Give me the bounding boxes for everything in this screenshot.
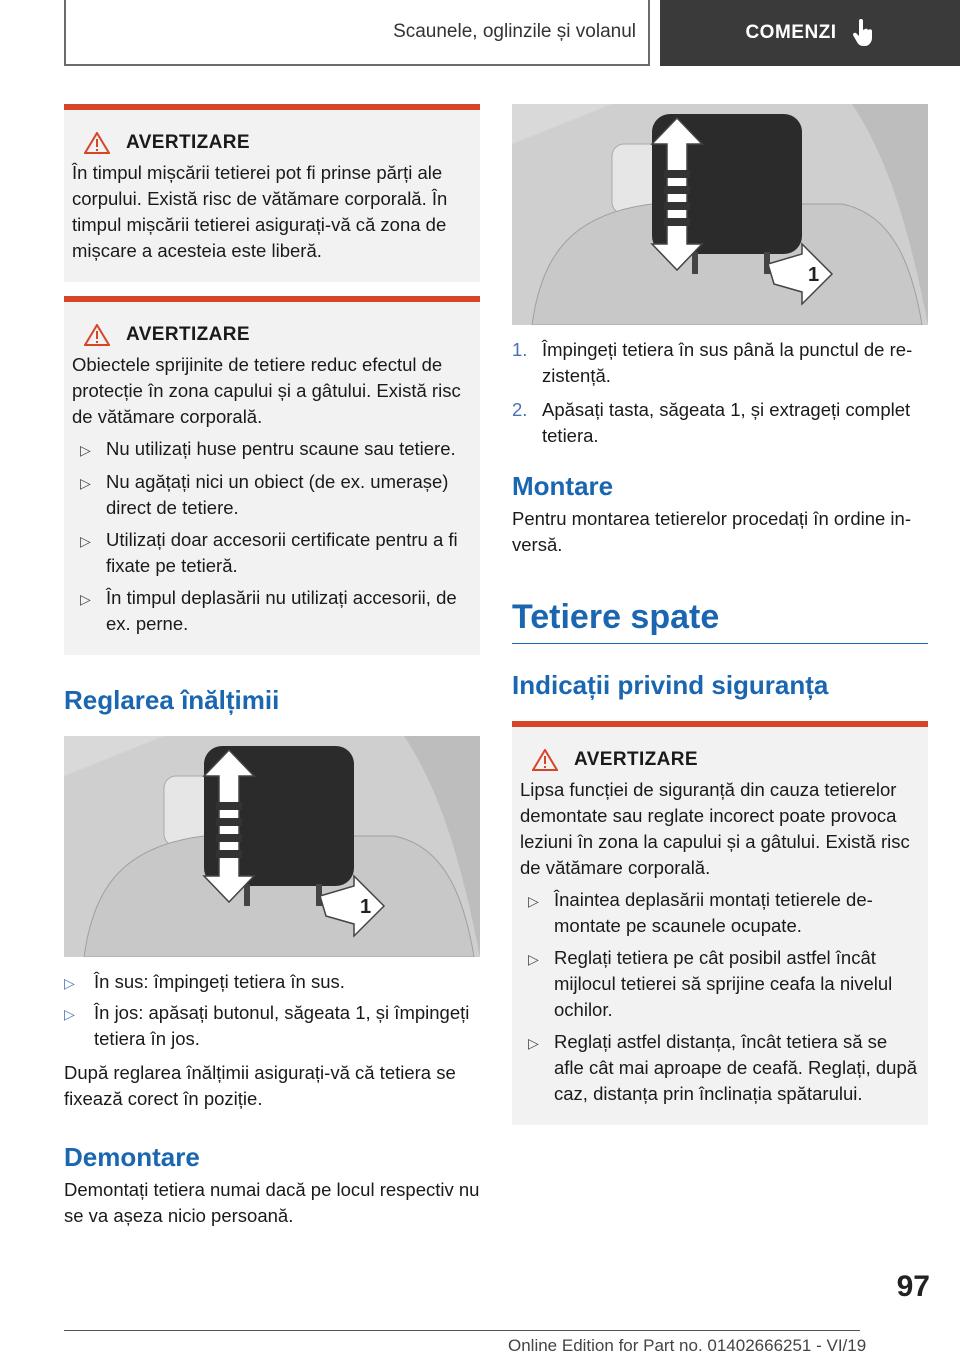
warning-bullet-list bbox=[72, 436, 472, 637]
section-heading-safety: Indicații privind siguranța bbox=[512, 670, 829, 700]
triangle-bullet-icon: ▷ bbox=[64, 975, 75, 991]
removal-text: Demontați tetiera numai dacă pe locul respectiv nu se va așeza nicio persoană. bbox=[64, 1179, 480, 1226]
right-column bbox=[512, 104, 928, 1139]
list-item: ▷ În jos: apăsați butonul, săgeata 1, și împingeți tetiera în jos. bbox=[64, 1000, 480, 1052]
list-item: ▷ Utilizați doar accesorii certificate pentru a fi fixate pe tetieră. bbox=[72, 527, 472, 579]
list-item: ▷ Nu agățați nici un obiect (de ex. umerașe) direct de tetiere. bbox=[72, 469, 472, 521]
triangle-bullet-icon: ▷ bbox=[80, 475, 91, 491]
list-item: ▷ Nu utilizați huse pentru scaune sau tetiere. bbox=[72, 436, 472, 463]
warning-title: AVERTIZARE bbox=[574, 749, 698, 770]
list-item: ▷ Reglați astfel distanța, încât tetiera să se afle cât mai aproape de ceafă. Reglați, după caz, distanța prin înclinația spătarului. bbox=[520, 1029, 920, 1107]
warning-triangle-icon bbox=[84, 324, 110, 346]
warning-text: Obiectele sprijinite de tetiere reduc efectul de protecție în zona capului și a gâtului. Există risc de vătămare corporală. bbox=[72, 354, 461, 427]
arrow-label: 1 bbox=[360, 896, 372, 918]
removal-steps-list bbox=[512, 337, 928, 449]
warning-box-moving bbox=[64, 104, 480, 282]
list-item: ▷ În sus: împingeți tetiera în sus. bbox=[64, 969, 480, 996]
mounting-text: Pentru montarea tetierelor procedați în ordine inversă. bbox=[512, 508, 912, 555]
list-item: 2. Apăsați tasta, săgeata 1, și extrageți complet tetiera. bbox=[512, 399, 911, 446]
section-heading-mounting: Montare bbox=[512, 471, 614, 501]
left-column bbox=[64, 104, 480, 1229]
triangle-bullet-icon: ▷ bbox=[528, 1035, 539, 1051]
warning-text: Lipsa funcției de siguranță din cauza tetierelor demontate sau reglate incorect poate provoca leziuni în zona la capului și a gâtului. Există risc de vătămare corporală. bbox=[520, 779, 910, 878]
list-item: ▷ Înaintea deplasării montați tetierele demontate pe scaunele ocupate. bbox=[520, 887, 920, 939]
warning-bullet-list bbox=[520, 887, 920, 1107]
warning-text: În timpul mișcării tetierei pot fi prinse părți ale corpului. Există risc de vătămare corporală. În timpul mișcării tetierei asigurați-vă că zona de mișcare a acesteia este liberă. bbox=[72, 162, 448, 261]
warning-title: AVERTIZARE bbox=[126, 324, 250, 345]
triangle-bullet-icon: ▷ bbox=[80, 591, 91, 607]
section-heading-height: Reglarea înălțimii bbox=[64, 685, 280, 715]
arrow-label: 1 bbox=[808, 264, 820, 286]
warning-triangle-icon bbox=[532, 749, 558, 771]
triangle-bullet-icon: ▷ bbox=[80, 442, 91, 458]
tab-label: COMENZI bbox=[745, 22, 837, 43]
footer-edition: Online Edition for Part no. 01402666251 - VI/19 bbox=[508, 1336, 867, 1355]
page-header bbox=[0, 0, 960, 66]
height-bullet-list bbox=[64, 969, 480, 1052]
section-title: Scaunele, oglinzile și volanul bbox=[64, 0, 650, 66]
tab-comenzi[interactable] bbox=[660, 0, 960, 66]
chapter-heading-rear-headrests: Tetiere spate bbox=[512, 598, 928, 644]
list-item: ▷ Reglați tetiera pe cât posibil astfel încât mijlocul tetierei să sprijine ceafa la nivelul ochilor. bbox=[520, 945, 920, 1023]
headrest-height-image bbox=[64, 736, 480, 957]
warning-title: AVERTIZARE bbox=[126, 132, 250, 153]
warning-box-rear bbox=[512, 721, 928, 1125]
list-item: ▷ În timpul deplasării nu utilizați accesorii, de ex. perne. bbox=[72, 585, 472, 637]
footer-divider bbox=[64, 1330, 860, 1331]
triangle-bullet-icon: ▷ bbox=[528, 893, 539, 909]
warning-box-objects bbox=[64, 296, 480, 655]
triangle-bullet-icon: ▷ bbox=[80, 533, 91, 549]
list-item: 1. Împingeți tetiera în sus până la punctul de rezistență. bbox=[512, 339, 913, 386]
headrest-removal-image bbox=[512, 104, 928, 325]
triangle-bullet-icon: ▷ bbox=[64, 1006, 75, 1022]
height-note: După reglarea înălțimii asigurați-vă că tetiera se fixează corect în poziție. bbox=[64, 1062, 456, 1109]
warning-triangle-icon bbox=[84, 132, 110, 154]
section-heading-removal: Demontare bbox=[64, 1142, 200, 1172]
page-number: 97 bbox=[896, 1270, 930, 1303]
hand-pointer-icon bbox=[851, 19, 875, 47]
triangle-bullet-icon: ▷ bbox=[528, 951, 539, 967]
